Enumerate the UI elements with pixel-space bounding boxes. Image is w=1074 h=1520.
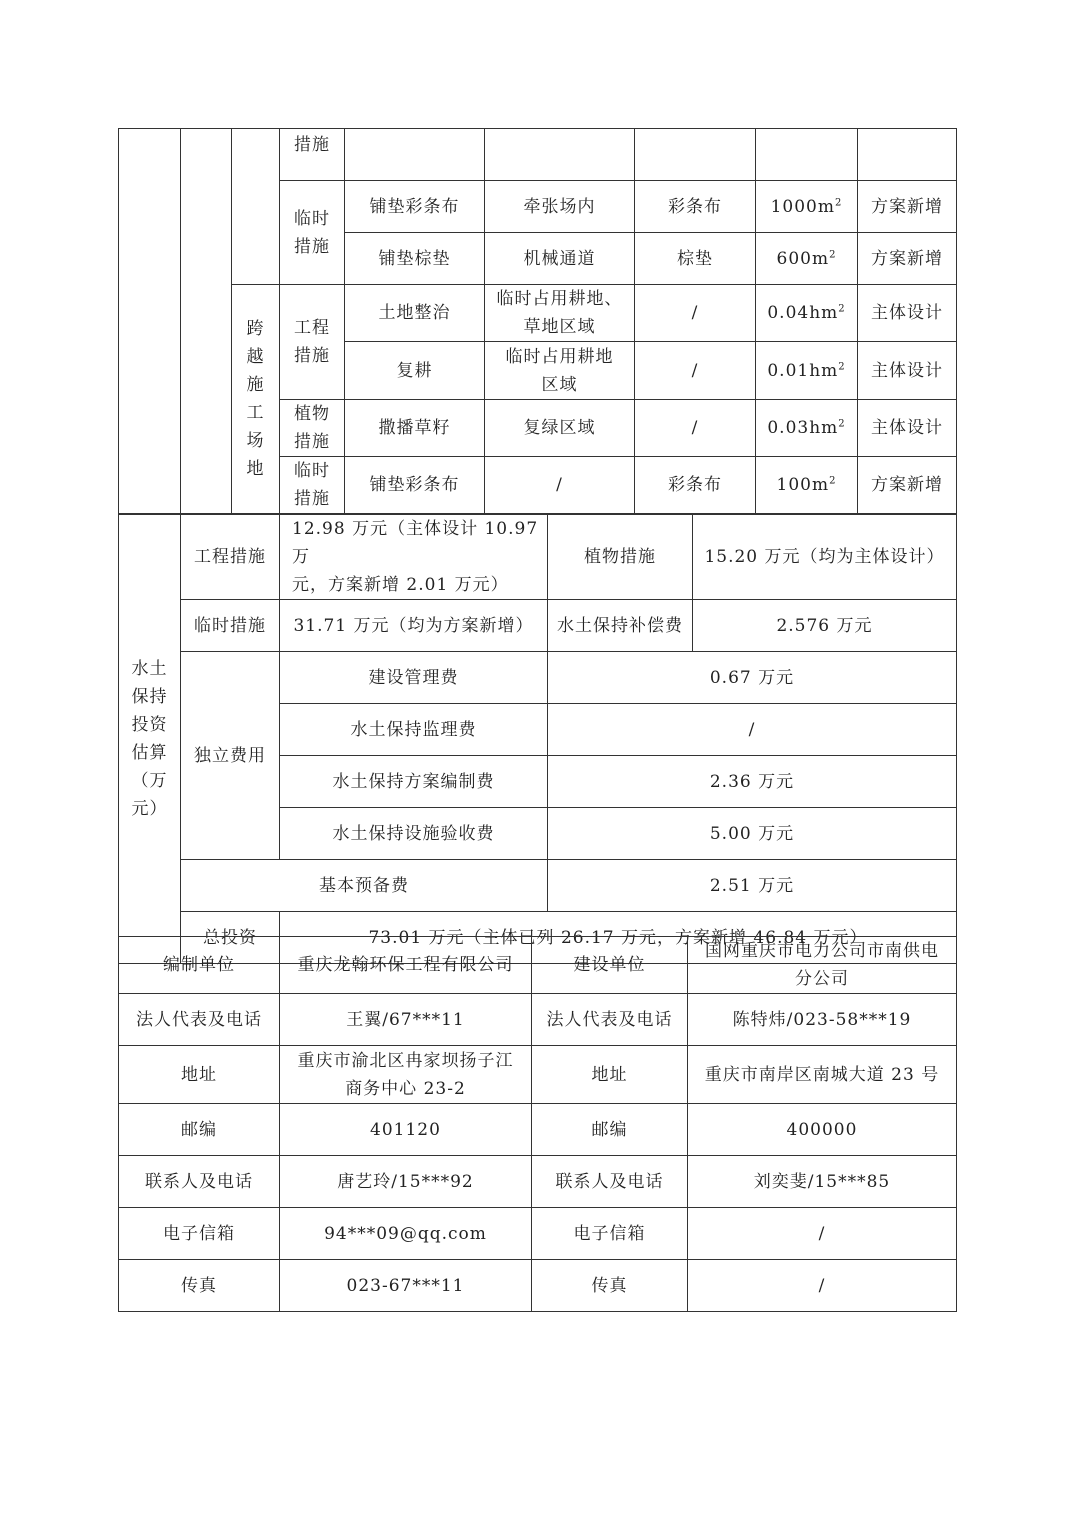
measure-quantity: $0.03hm^2$	[756, 400, 858, 457]
temp-measures-value: 31.71 万元（均为方案新增）	[280, 600, 548, 652]
compensation-value: 2.576 万元	[693, 600, 957, 652]
unit-label: 传真	[119, 1260, 280, 1312]
crossing-site-label: 跨 越 施 工 场 地	[232, 285, 280, 514]
measure-source: 方案新增	[858, 233, 957, 285]
eng-measure-label: 工程 措施	[280, 285, 345, 400]
unit-label: 联系人及电话	[119, 1156, 280, 1208]
unit-label: 电子信箱	[532, 1208, 688, 1260]
measure-location: 牵张场内	[485, 181, 635, 233]
unit-value: 刘奕斐/15***85	[688, 1156, 957, 1208]
reserve-fee-label: 基本预备费	[181, 860, 548, 912]
unit-value: 王翼/67***11	[280, 994, 532, 1046]
independent-fees-label: 独立费用	[181, 652, 280, 860]
unit-value: /	[688, 1208, 957, 1260]
measure-location: 临时占用耕地、 草地区域	[485, 285, 635, 342]
fee-item-label: 建设管理费	[280, 652, 548, 704]
measure-name: 撒播草籽	[345, 400, 485, 457]
measure-material: /	[635, 400, 756, 457]
unit-label: 邮编	[119, 1104, 280, 1156]
prev-subcategory-cell	[181, 129, 232, 514]
measure-name: 土地整治	[345, 285, 485, 342]
measure-source: 主体设计	[858, 285, 957, 342]
measure-location: 复绿区域	[485, 400, 635, 457]
measure-material: 彩条布	[635, 457, 756, 514]
fee-item-label: 水土保持监理费	[280, 704, 548, 756]
empty-cell	[858, 129, 957, 181]
eng-measures-value: 12.98 万元（主体设计 10.97 万 元，方案新增 2.01 万元）	[280, 515, 548, 600]
veg-measures-label: 植物措施	[548, 515, 693, 600]
measure-quantity: $1000m^2$	[756, 181, 858, 233]
measure-name: 铺垫彩条布	[345, 181, 485, 233]
reserve-fee-value: 2.51 万元	[548, 860, 957, 912]
measure-location: 机械通道	[485, 233, 635, 285]
measure-quantity: $0.04hm^2$	[756, 285, 858, 342]
empty-cell	[345, 129, 485, 181]
fee-item-label: 水土保持方案编制费	[280, 756, 548, 808]
veg-measure-label: 植物 措施	[280, 400, 345, 457]
unit-value: 023-67***11	[280, 1260, 532, 1312]
unit-label: 编制单位	[119, 937, 280, 994]
eng-measures-label: 工程措施	[181, 515, 280, 600]
temp-measure-label-a: 临时 措施	[280, 181, 345, 285]
measure-name: 复耕	[345, 342, 485, 400]
unit-label: 邮编	[532, 1104, 688, 1156]
measure-material: 彩条布	[635, 181, 756, 233]
temp-measures-label: 临时措施	[181, 600, 280, 652]
fee-item-value: /	[548, 704, 957, 756]
veg-measures-value: 15.20 万元（均为主体设计）	[693, 515, 957, 600]
measure-location: /	[485, 457, 635, 514]
unit-label: 地址	[119, 1046, 280, 1104]
measure-material: /	[635, 285, 756, 342]
empty-cell	[635, 129, 756, 181]
total-investment-label: 总投资	[181, 912, 280, 964]
measure-source: 主体设计	[858, 342, 957, 400]
measure-name: 铺垫棕垫	[345, 233, 485, 285]
measure-material: /	[635, 342, 756, 400]
empty-cell	[485, 129, 635, 181]
unit-value: 重庆市南岸区南城大道 23 号	[688, 1046, 957, 1104]
unit-value: 重庆龙翰环保工程有限公司	[280, 937, 532, 994]
measure-location: 临时占用耕地 区域	[485, 342, 635, 400]
unit-value: 陈特炜/023-58***19	[688, 994, 957, 1046]
fee-item-value: 0.67 万元	[548, 652, 957, 704]
measure-type-label: 措施	[294, 135, 330, 155]
unit-label: 地址	[532, 1046, 688, 1104]
unit-label: 电子信箱	[119, 1208, 280, 1260]
investment-label: 水土 保持 投资 估算 （万 元）	[119, 515, 181, 964]
measures-table	[118, 128, 957, 514]
measure-quantity: $100m^2$	[756, 457, 858, 514]
fee-item-label: 水土保持设施验收费	[280, 808, 548, 860]
unit-value: 401120	[280, 1104, 532, 1156]
fee-item-value: 5.00 万元	[548, 808, 957, 860]
unit-value: 国网重庆市电力公司市南供电 分公司	[688, 937, 957, 994]
unit-value: /	[688, 1260, 957, 1312]
unit-value: 94***09@qq.com	[280, 1208, 532, 1260]
unit-value: 重庆市渝北区冉家坝扬子江 商务中心 23-2	[280, 1046, 532, 1104]
measure-name: 铺垫彩条布	[345, 457, 485, 514]
measure-source: 方案新增	[858, 457, 957, 514]
empty-cell	[756, 129, 858, 181]
measure-source: 方案新增	[858, 181, 957, 233]
measure-quantity: $0.01hm^2$	[756, 342, 858, 400]
unit-label: 传真	[532, 1260, 688, 1312]
measure-type-cell	[280, 129, 345, 181]
prev-area-cell	[232, 129, 280, 285]
unit-value: 400000	[688, 1104, 957, 1156]
unit-label: 法人代表及电话	[532, 994, 688, 1046]
measure-source: 主体设计	[858, 400, 957, 457]
unit-label: 建设单位	[532, 937, 688, 994]
unit-label: 法人代表及电话	[119, 994, 280, 1046]
measure-material: 棕垫	[635, 233, 756, 285]
unit-label: 联系人及电话	[532, 1156, 688, 1208]
prev-category-cell	[119, 129, 181, 514]
investment-table	[118, 514, 957, 964]
units-table	[118, 936, 957, 1312]
total-investment-value: 73.01 万元（主体已列 26.17 万元，方案新增 46.84 万元）	[280, 912, 957, 964]
compensation-label: 水土保持补偿费	[548, 600, 693, 652]
fee-item-value: 2.36 万元	[548, 756, 957, 808]
measure-quantity: $600m^2$	[756, 233, 858, 285]
unit-value: 唐艺玲/15***92	[280, 1156, 532, 1208]
temp-measure-label-b: 临时 措施	[280, 457, 345, 514]
